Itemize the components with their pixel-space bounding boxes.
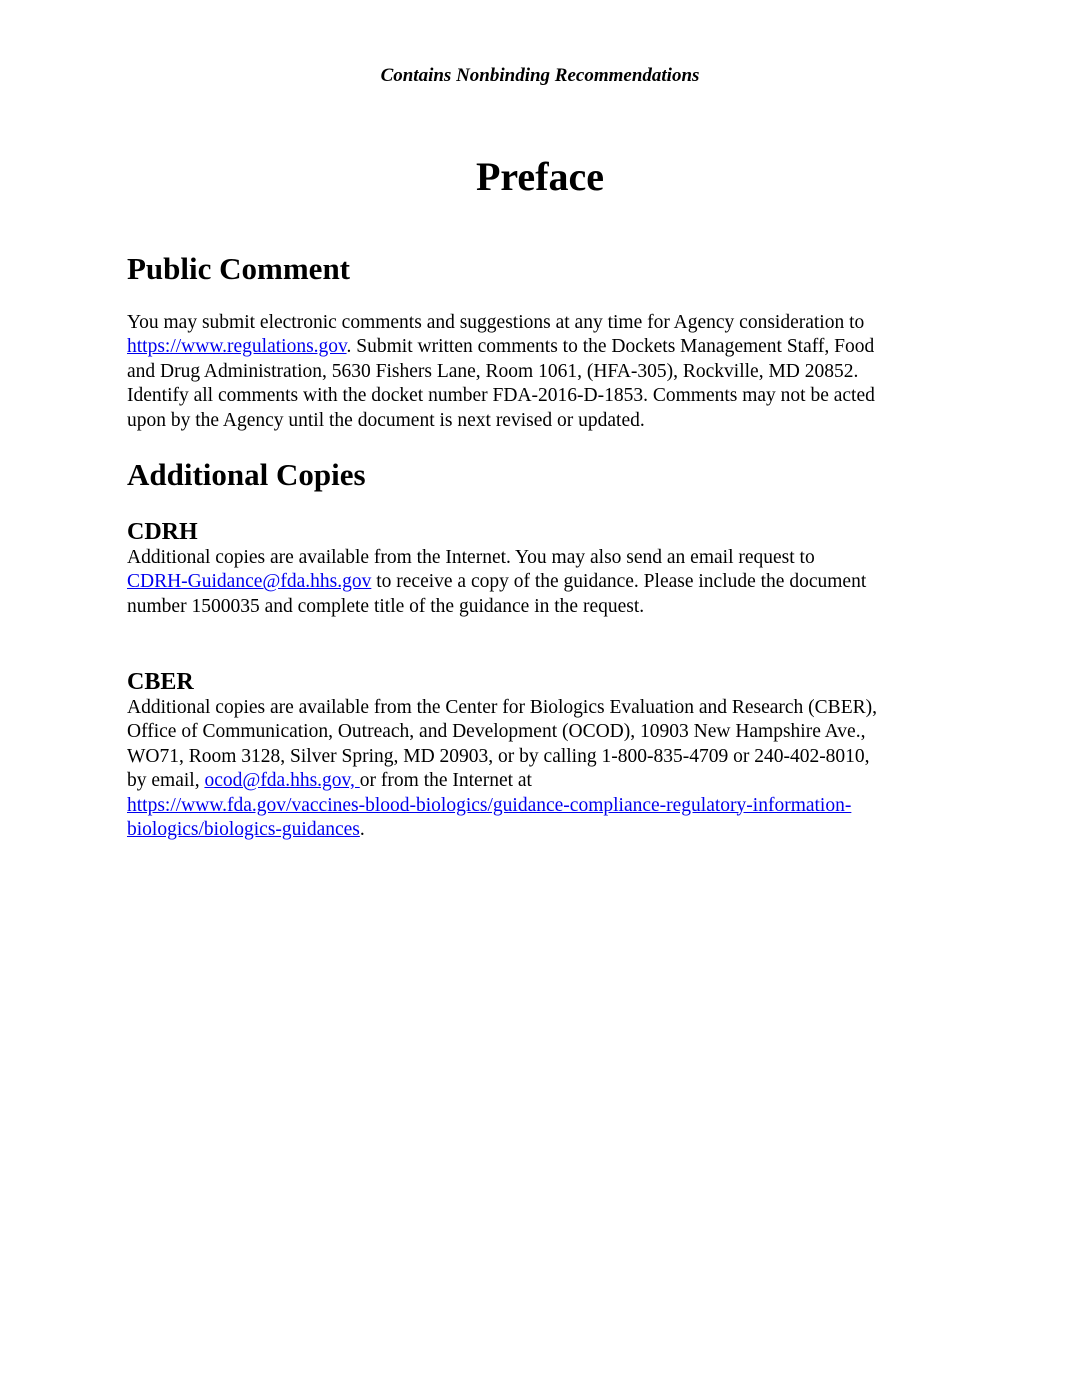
cber-line-4	[127, 769, 967, 793]
cber-paragraph	[127, 696, 967, 842]
fda-guidances-link-part-2[interactable]: biologics/biologics-guidances	[127, 819, 360, 841]
public-comment-line-2	[127, 335, 967, 359]
cber-line-3: WO71, Room 3128, Silver Spring, MD 20903, or by calling 1-800-835-4709 or 240-402-8010,	[127, 745, 870, 767]
cber-line-5	[127, 794, 967, 818]
page-title: Preface	[475, 154, 605, 199]
cdrh-email-link[interactable]: CDRH-Guidance@fda.hhs.gov	[127, 571, 372, 593]
cber-line-1: Additional copies are available from the Center for Biologics Evaluation and Research (CBER),	[127, 697, 877, 718]
header-note: Contains Nonbinding Recommendations	[380, 65, 700, 86]
additional-copies-heading: Additional Copies	[127, 457, 366, 492]
public-comment-heading: Public Comment	[127, 251, 351, 286]
ocod-email-link[interactable]: ocod@fda.hhs.gov,	[204, 770, 360, 792]
cdrh-heading: CDRH	[127, 519, 198, 545]
public-comment-paragraph	[127, 311, 967, 433]
public-comment-line-3: and Drug Administration, 5630 Fishers Lane, Room 1061, (HFA-305), Rockville, MD 20852.	[127, 360, 859, 382]
regulations-gov-link[interactable]: https://www.regulations.gov	[127, 336, 347, 358]
cdrh-paragraph	[127, 546, 967, 619]
public-comment-line-5: upon by the Agency until the document is next revised or updated.	[127, 409, 645, 431]
public-comment-line-1: You may submit electronic comments and suggestions at any time for Agency consideration to	[127, 312, 865, 333]
cdrh-line-2-text: to receive a copy of the guidance. Please include the document	[371, 571, 867, 593]
cber-heading: CBER	[127, 669, 194, 695]
cber-line-6-text: .	[359, 819, 365, 841]
public-comment-line-2-text: . Submit written comments to the Dockets Management Staff, Food	[346, 336, 875, 358]
cber-line-4-prefix: by email,	[127, 770, 205, 792]
cdrh-line-3: number 1500035 and complete title of the guidance in the request.	[127, 595, 645, 617]
cber-line-6	[127, 818, 967, 842]
fda-guidances-link-part-1[interactable]: https://www.fda.gov/vaccines-blood-biologics/guidance-compliance-regulatory-information-	[127, 794, 852, 816]
cber-line-4-text: or from the Internet at	[359, 770, 532, 792]
cdrh-line-2	[127, 570, 967, 594]
cdrh-line-1: Additional copies are available from the Internet. You may also send an email request to	[127, 547, 815, 568]
cber-line-2: Office of Communication, Outreach, and Development (OCOD), 10903 New Hampshire Ave.,	[127, 721, 866, 743]
public-comment-line-4: Identify all comments with the docket number FDA-2016-D-1853. Comments may not be acted	[127, 385, 875, 407]
